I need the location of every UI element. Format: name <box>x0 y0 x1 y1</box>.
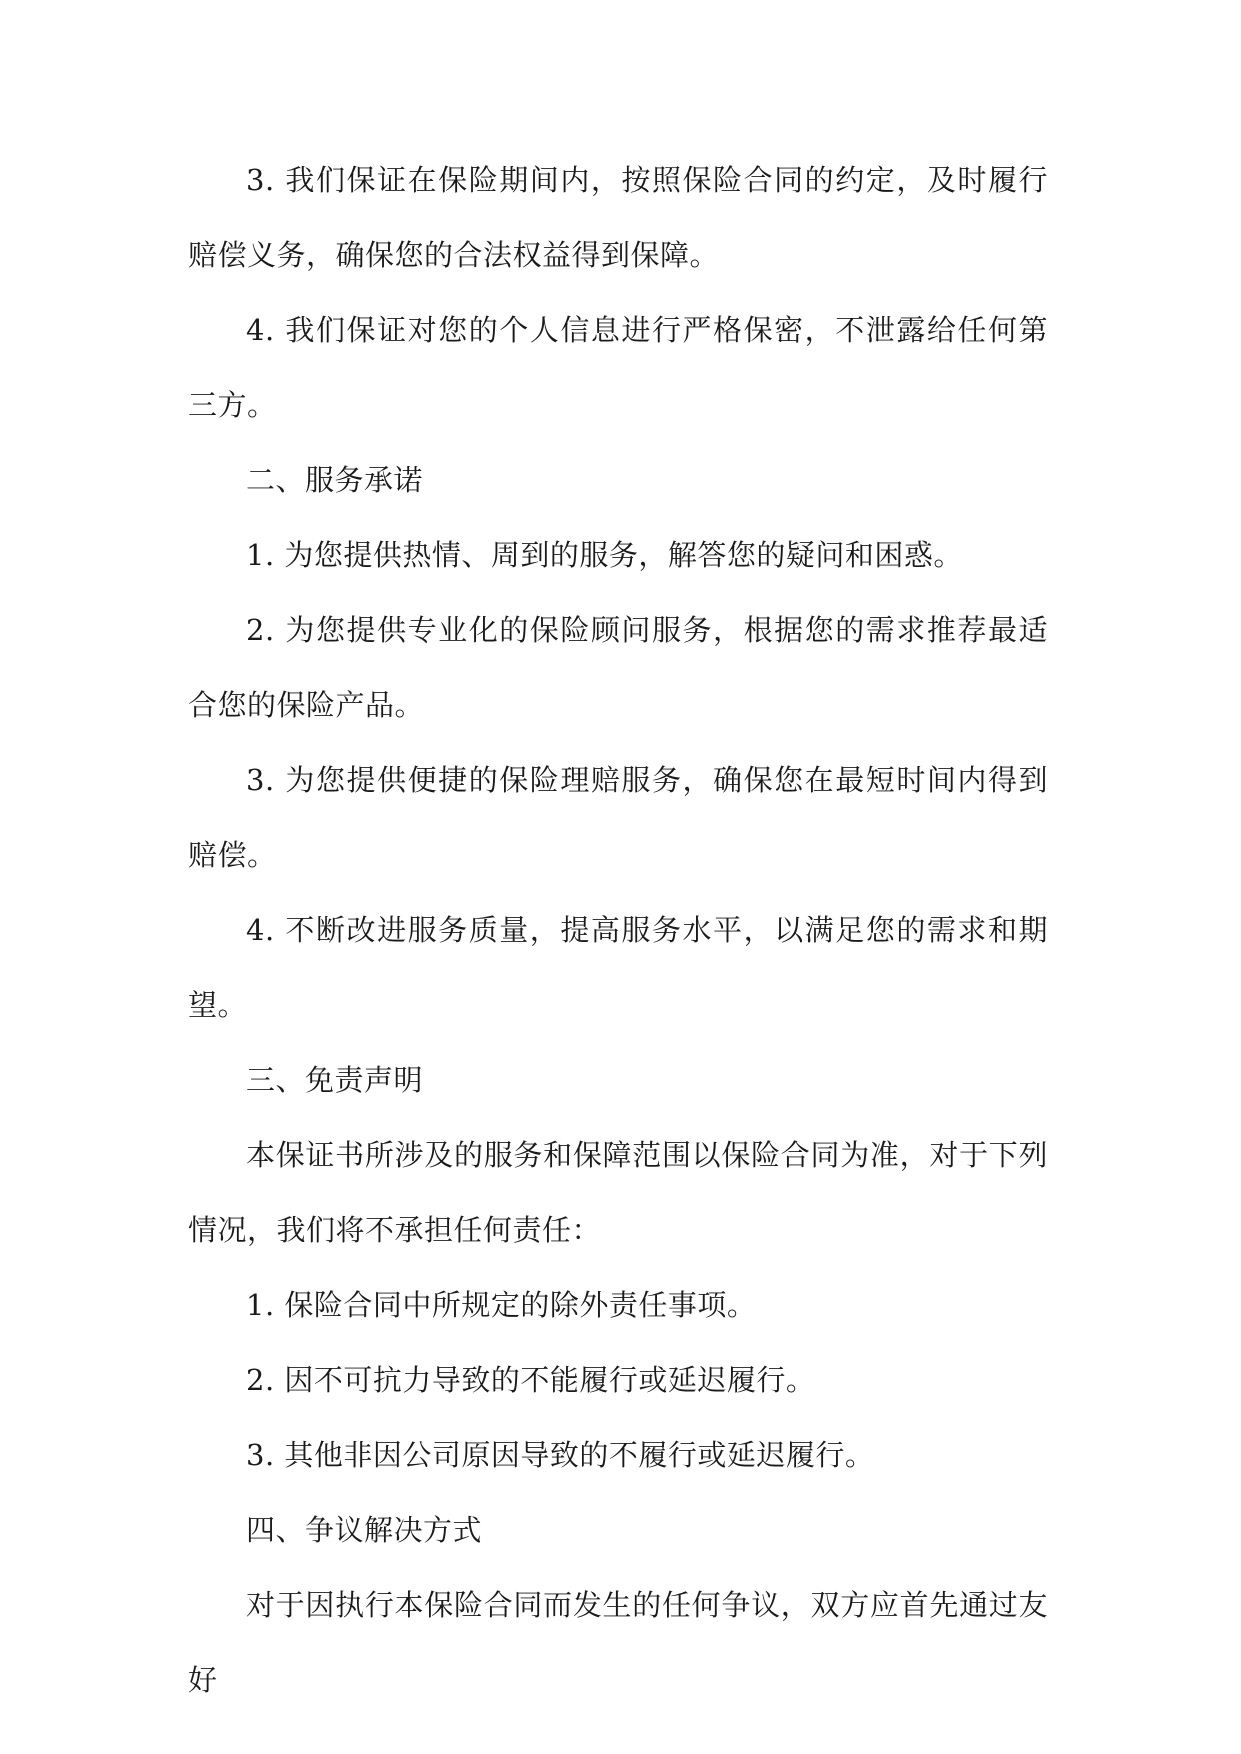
paragraph-service-2: 2. 为您提供专业化的保险顾问服务，根据您的需求推荐最适合您的保险产品。 <box>188 613 1048 722</box>
paragraph-service-3: 3. 为您提供便捷的保险理赔服务，确保您在最短时间内得到赔偿。 <box>188 763 1048 872</box>
paragraph-dispute: 对于因执行本保险合同而发生的任何争议，双方应首先通过友好 <box>188 1588 1048 1697</box>
paragraph-disclaimer-3: 3. 其他非因公司原因导致的不履行或延迟履行。 <box>246 1438 875 1472</box>
paragraph-service-1: 1. 为您提供热情、周到的服务，解答您的疑问和困惑。 <box>246 538 963 572</box>
section-heading-disclaimer: 三、免责声明 <box>246 1063 424 1097</box>
section-heading-dispute: 四、争议解决方式 <box>246 1513 483 1547</box>
paragraph-disclaimer-2: 2. 因不可抗力导致的不能履行或延迟履行。 <box>246 1363 816 1397</box>
paragraph-privacy: 4. 我们保证对您的个人信息进行严格保密，不泄露给任何第三方。 <box>188 313 1048 422</box>
paragraph-service-4: 4. 不断改进服务质量，提高服务水平，以满足您的需求和期望。 <box>188 913 1048 1022</box>
paragraph-disclaimer-1: 1. 保险合同中所规定的除外责任事项。 <box>246 1288 757 1322</box>
paragraph-claims-obligation: 3. 我们保证在保险期间内，按照保险合同的约定，及时履行赔偿义务，确保您的合法权益得到保障。 <box>188 163 1048 272</box>
section-heading-service: 二、服务承诺 <box>246 463 424 497</box>
paragraph-disclaimer-intro: 本保证书所涉及的服务和保障范围以保险合同为准，对于下列情况，我们将不承担任何责任： <box>188 1138 1048 1247</box>
document-body <box>188 143 1048 1718</box>
